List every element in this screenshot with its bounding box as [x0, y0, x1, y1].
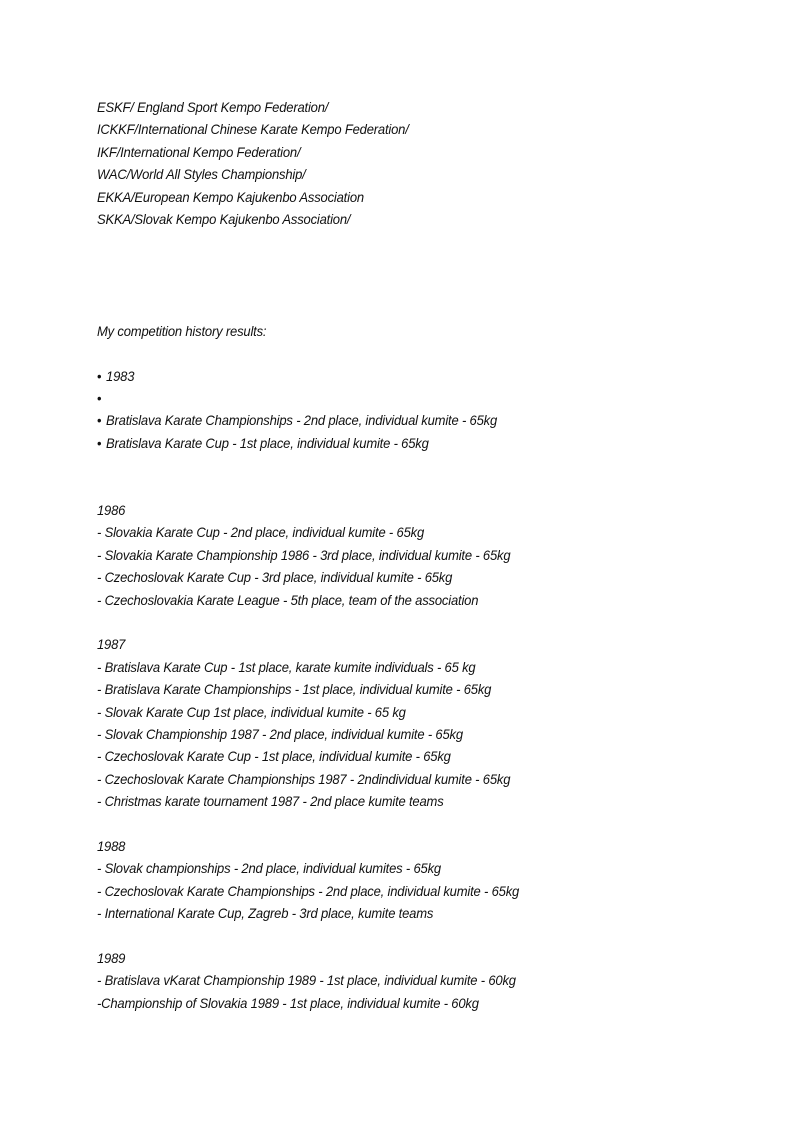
- federation-item: SKKA/Slovak Kempo Kajukenbo Association/: [97, 210, 351, 227]
- result-item: - Czechoslovak Karate Cup - 3rd place, individual kumite - 65kg: [97, 569, 453, 586]
- federation-item: ESKF/ England Sport Kempo Federation/: [97, 99, 329, 115]
- result-item: - Slovak Karate Cup 1st place, individual kumite - 65 kg: [97, 703, 406, 720]
- bullet-text: 1983: [106, 367, 135, 384]
- bullet-item: [97, 409, 711, 431]
- result-item: - Bratislava vKarat Championship 1989 - 1st place, individual kumite - 60kg: [97, 972, 516, 989]
- year-section-1989: [97, 947, 757, 1014]
- bullet-text: Bratislava Karate Cup - 1st place, individual kumite - 65kg: [106, 434, 429, 451]
- result-item: - Slovak championships - 2nd place, individual kumites - 65kg: [97, 860, 441, 877]
- result-item: - Czechoslovak Karate Championships - 2nd place, individual kumite - 65kg: [97, 882, 520, 899]
- bullet-item: [97, 365, 711, 387]
- federation-item: WAC/World All Styles Championship/: [97, 166, 306, 183]
- year-heading: 1989: [97, 949, 126, 966]
- bullet-item: [97, 432, 711, 454]
- document-page: [97, 96, 757, 1014]
- federations-list: [97, 96, 757, 230]
- result-item: - Czechoslovakia Karate League - 5th place, team of the association: [97, 591, 479, 608]
- year-heading: 1987: [97, 636, 126, 653]
- history-heading: My competition history results:: [97, 322, 267, 339]
- result-item: - Bratislava Karate Championships - 1st place, individual kumite - 65kg: [97, 681, 492, 698]
- year-heading: 1988: [97, 837, 126, 854]
- federation-item: IKF/International Kempo Federation/: [97, 143, 301, 160]
- result-item: - Bratislava Karate Cup - 1st place, karate kumite individuals - 65 kg: [97, 658, 476, 675]
- result-item: - Czechoslovak Karate Championships 1987 - 2ndindividual kumite - 65kg: [97, 770, 511, 787]
- bullet-item: [97, 387, 711, 409]
- result-item: - Slovak Championship 1987 - 2nd place, individual kumite - 65kg: [97, 725, 463, 742]
- federation-item: ICKKF/International Chinese Karate Kempo Federation/: [97, 121, 409, 138]
- result-item: - Slovakia Karate Championship 1986 - 3rd place, individual kumite - 65kg: [97, 546, 511, 563]
- federation-item: EKKA/European Kempo Kajukenbo Association: [97, 188, 364, 205]
- result-item: - Slovakia Karate Cup - 2nd place, individual kumite - 65kg: [97, 524, 425, 541]
- year-section-1987: [97, 633, 757, 812]
- result-item: -Championship of Slovakia 1989 - 1st place, individual kumite - 60kg: [97, 994, 479, 1011]
- year-section-1988: [97, 835, 757, 925]
- result-item: - International Karate Cup, Zagreb - 3rd place, kumite teams: [97, 905, 434, 922]
- bullet-text: Bratislava Karate Championships - 2nd place, individual kumite - 65kg: [106, 412, 498, 429]
- year-heading: 1986: [97, 502, 126, 519]
- result-item: - Czechoslovak Karate Cup - 1st place, individual kumite - 65kg: [97, 748, 451, 765]
- result-item: - Christmas karate tournament 1987 - 2nd place kumite teams: [97, 793, 444, 810]
- year-section-1986: [97, 499, 757, 611]
- bullet-list-1983: [97, 365, 757, 455]
